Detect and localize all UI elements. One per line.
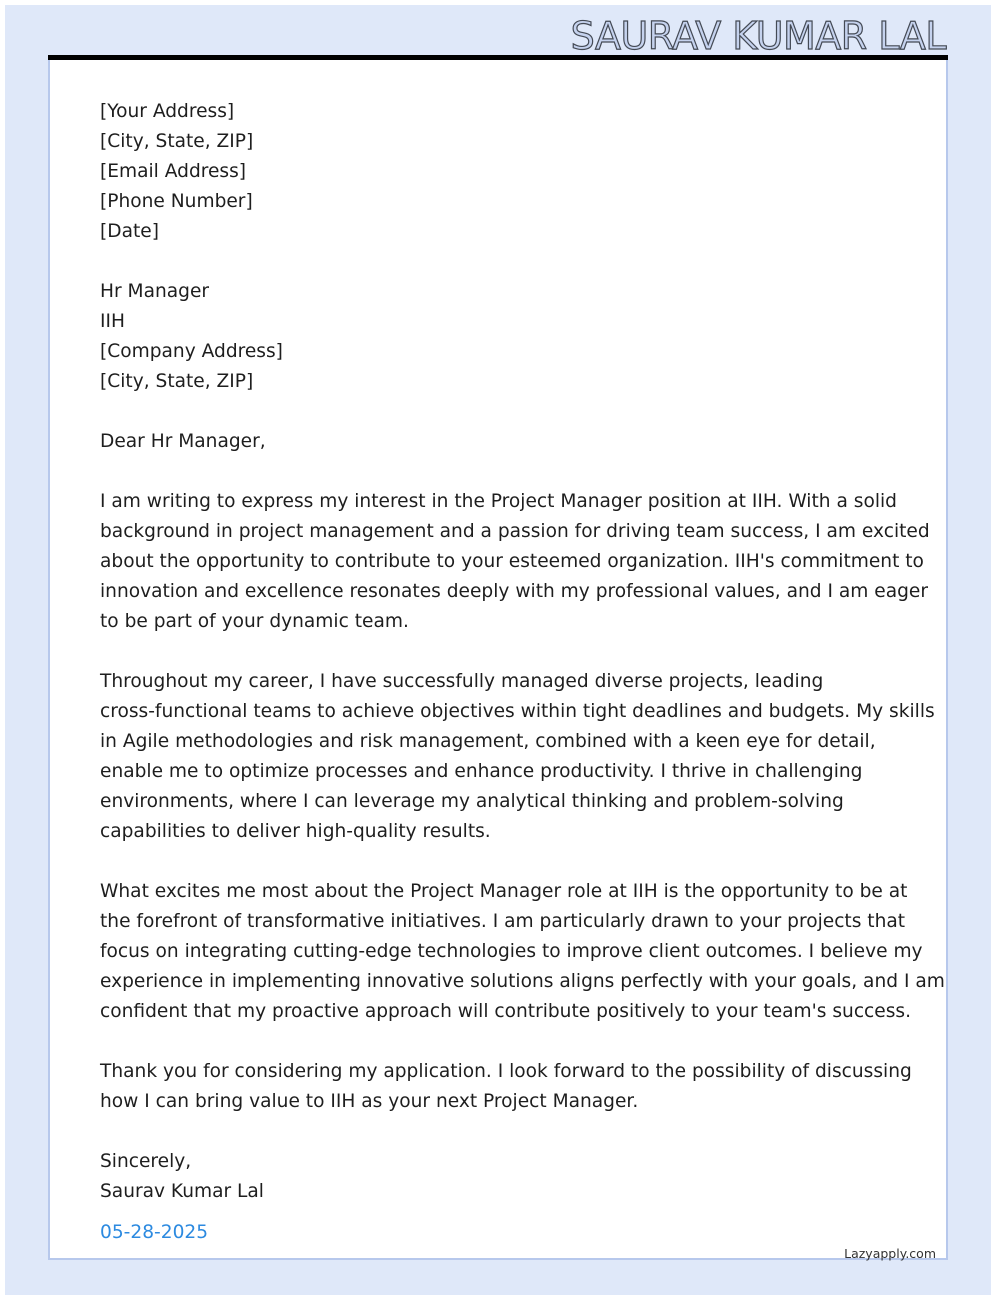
paragraph-line: enable me to optimize processes and enhance productivity. I thrive in challenging: [100, 761, 863, 782]
paragraph-line: Thank you for considering my application. I look forward to the possibility of discussing: [100, 1061, 912, 1082]
paragraph-line: how I can bring value to IIH as your next Project Manager.: [100, 1091, 639, 1112]
sender-city-line: [City, State, ZIP]: [100, 131, 254, 152]
letter-body: [100, 97, 945, 1207]
sender-phone-line: [Phone Number]: [100, 191, 253, 212]
body-paragraph-2: [100, 667, 935, 847]
paragraph-line: in Agile methodologies and risk management, combined with a keen eye for detail,: [100, 731, 876, 752]
footer-site-credit: Lazyapply.com: [844, 1246, 936, 1261]
paragraph-line: What excites me most about the Project Manager role at IIH is the opportunity to be at: [100, 881, 908, 902]
paragraph-line: experience in implementing innovative solutions aligns perfectly with your goals, and I am: [100, 971, 945, 992]
body-paragraph-4: [100, 1057, 912, 1117]
body-paragraph-3: [100, 877, 945, 1027]
valediction-line: Sincerely,: [100, 1151, 192, 1172]
body-paragraph-1: [100, 487, 930, 637]
sender-address-block: [100, 97, 900, 247]
sender-date-line: [Date]: [100, 221, 159, 242]
paragraph-line: focus on integrating cutting-edge technologies to improve client outcomes. I believe my: [100, 941, 923, 962]
paragraph-line: the forefront of transformative initiatives. I am particularly drawn to your projects that: [100, 911, 906, 932]
paragraph-line: I am writing to express my interest in the Project Manager position at IIH. With a solid: [100, 491, 897, 512]
recipient-address-line: [Company Address]: [100, 341, 283, 362]
paragraph-line: innovation and excellence resonates deeply with my professional values, and I am eager: [100, 581, 928, 602]
paragraph-line: background in project management and a passion for driving team success, I am excited: [100, 521, 930, 542]
recipient-company-line: IIH: [100, 311, 125, 332]
paragraph-line: to be part of your dynamic team.: [100, 611, 409, 632]
paragraph-line: environments, where I can leverage my analytical thinking and problem-solving: [100, 791, 844, 812]
paragraph-line: Throughout my career, I have successfully managed diverse projects, leading: [100, 671, 824, 692]
sender-address-line: [Your Address]: [100, 101, 235, 122]
paragraph-line: cross-functional teams to achieve objectives within tight deadlines and budgets. My skills: [100, 701, 935, 722]
recipient-title-line: Hr Manager: [100, 281, 210, 302]
paragraph-line: capabilities to deliver high-quality results.: [100, 821, 491, 842]
paragraph-line: confident that my proactive approach will contribute positively to your team's success.: [100, 1001, 912, 1022]
recipient-city-line: [City, State, ZIP]: [100, 371, 254, 392]
signature-name-line: Saurav Kumar Lal: [100, 1181, 264, 1202]
closing-block: [100, 1147, 900, 1207]
salutation: [100, 427, 900, 457]
paragraph-line: about the opportunity to contribute to your esteemed organization. IIH's commitment to: [100, 551, 924, 572]
footer-date: 05-28-2025: [100, 1222, 209, 1243]
recipient-address-block: [100, 277, 900, 397]
salutation-line: Dear Hr Manager,: [100, 431, 266, 452]
applicant-name-heading: SAURAV KUMAR LAL: [570, 14, 946, 58]
sender-email-line: [Email Address]: [100, 161, 247, 182]
